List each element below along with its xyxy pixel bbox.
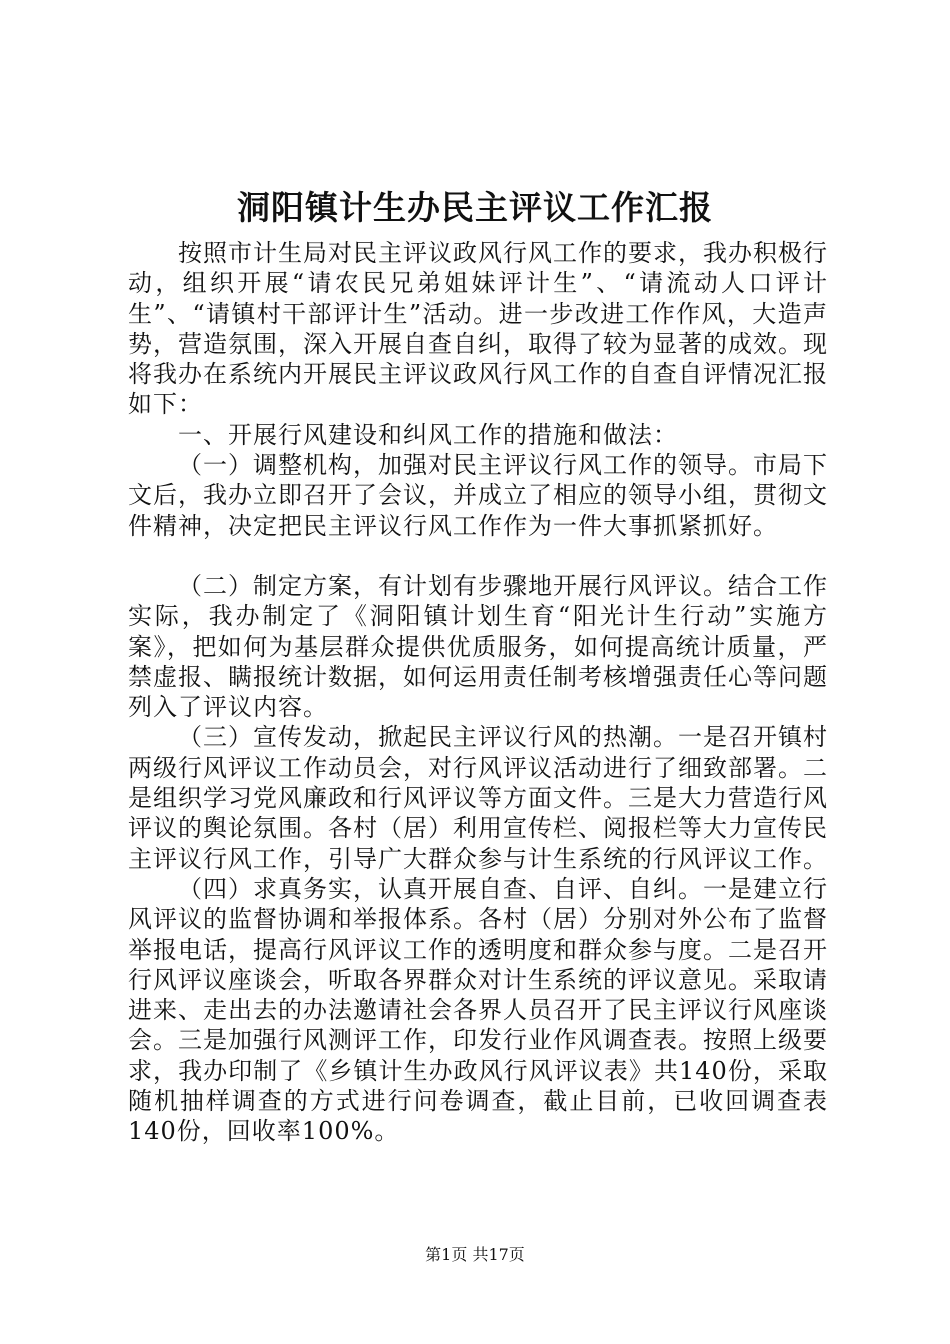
- page-number-footer: 第1页 共17页: [425, 1245, 525, 1264]
- section-heading: 一、开展行风建设和纠风工作的措施和做法：: [178, 420, 678, 449]
- paragraph-item-2: （二）制定方案，有计划有步骤地开展行风评议。结合工作实际，我办制定了《洞阳镇计划生育“阳光计生行动”实施方案》，把如何为基层群众提供优质服务，如何提高统计质量，严禁虚报、瞒报统计数据，如何运用责任制考核增强责任心等问题列入了评议内容。: [128, 571, 828, 722]
- paragraph-item-1: （一）调整机构，加强对民主评议行风工作的领导。市局下文后，我办立即召开了会议，并成立了相应的领导小组，贯彻文件精神，决定把民主评议行风工作作为一件大事抓紧抓好。: [128, 451, 828, 540]
- paragraph-item-4: （四）求真务实，认真开展自查、自评、自纠。一是建立行风评议的监督协调和举报体系。各村（居）分别对外公布了监督举报电话，提高行风评议工作的透明度和群众参与度。二是召开行风评议座谈会，听取各界群众对计生系统的评议意见。采取请进来、走出去的办法邀请社会各界人员召开了民主评议行风座谈会。三是加强行风测评工作，印发行业作风调查表。按照上级要求，我办印制了《乡镇计生办政风行风评议表》共140份，采取随机抽样调查的方式进行问卷调查，截止目前，已收回调查表140份，回收率100%。: [128, 874, 828, 1146]
- document-title: 洞阳镇计生办民主评议工作汇报: [237, 188, 713, 227]
- intro-paragraph: 按照市计生局对民主评议政风行风工作的要求，我办积极行动，组织开展“请农民兄弟姐妹评计生”、“请流动人口评计生”、“请镇村干部评计生”活动。进一步改进工作作风，大造声势，营造氛围，深入开展自查自纠，取得了较为显著的成效。现将我办在系统内开展民主评议政风行风工作的自查自评情况汇报如下：: [128, 239, 828, 419]
- paragraph-item-3: （三）宣传发动，掀起民主评议行风的热潮。一是召开镇村两级行风评议工作动员会，对行风评议活动进行了细致部署。二是组织学习党风廉政和行风评议等方面文件。三是大力营造行风评议的舆论氛围。各村（居）利用宣传栏、阅报栏等大力宣传民主评议行风工作，引导广大群众参与计生系统的行风评议工作。: [128, 723, 828, 873]
- document-body: [128, 238, 828, 1147]
